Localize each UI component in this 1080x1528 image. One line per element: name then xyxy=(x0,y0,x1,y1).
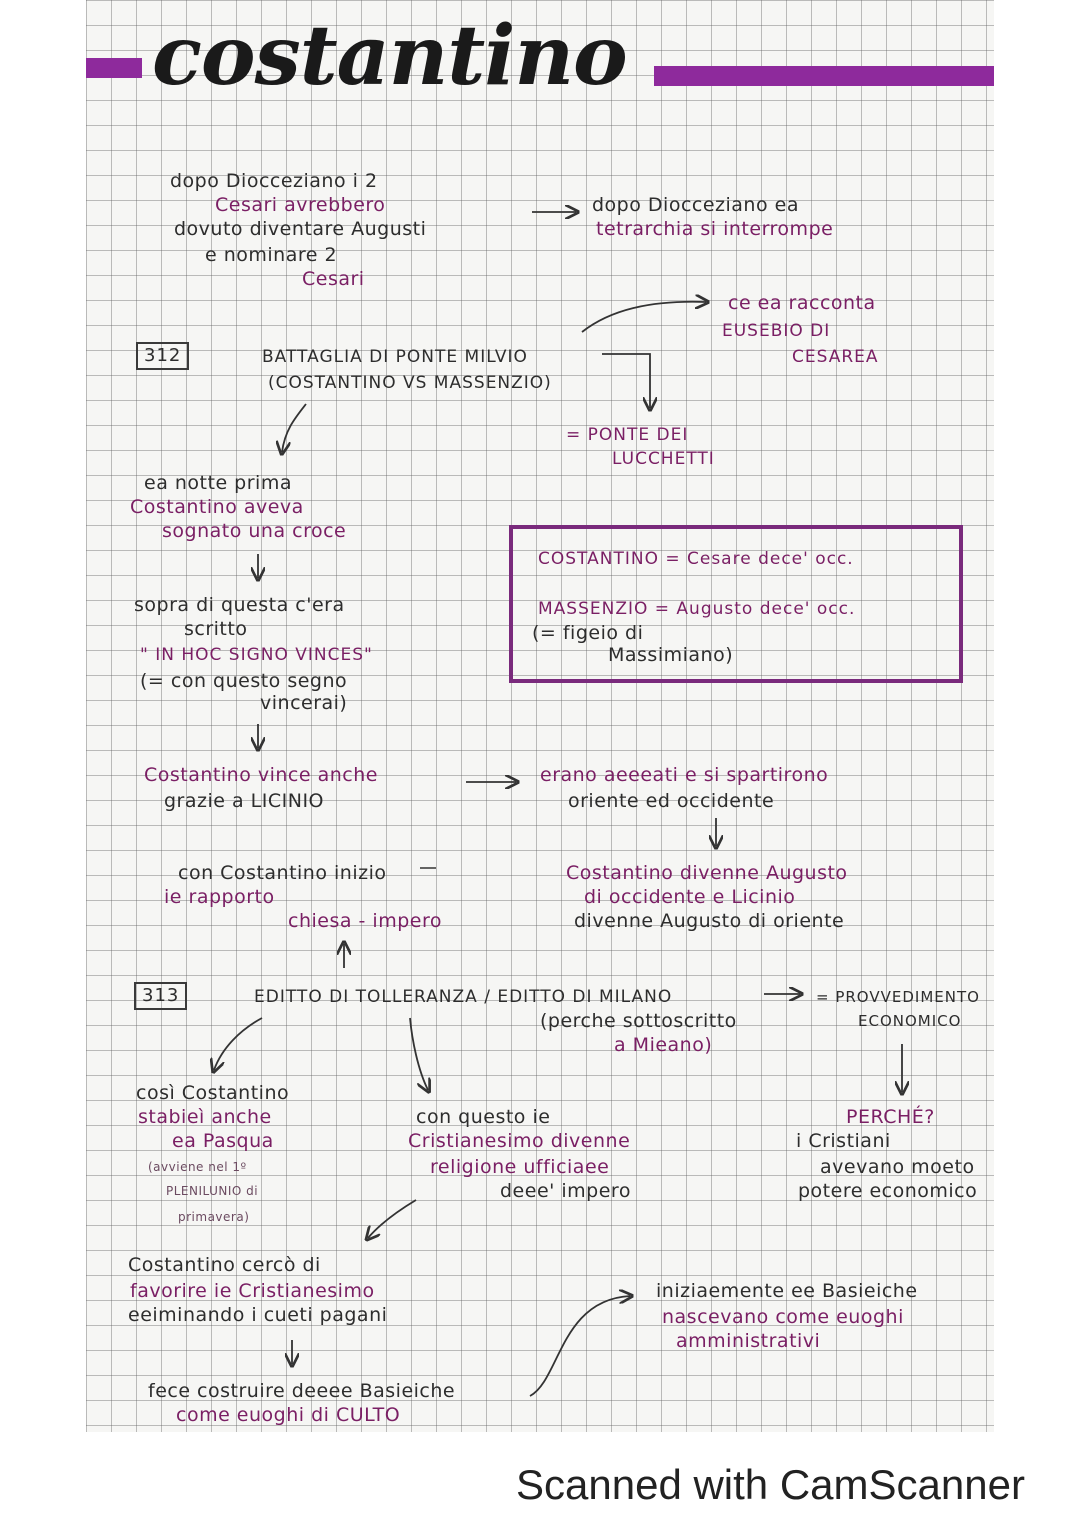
note-ponte-1: = PONTE DEI xyxy=(566,425,689,445)
note-religione-4: deee' impero xyxy=(500,1180,631,1202)
note-rapporto-3: chiesa - impero xyxy=(288,910,442,932)
note-basiliche-2: nascevano come euoghi xyxy=(662,1306,904,1328)
note-tetrarchia-2: tetrarchia si interrompe xyxy=(596,218,834,240)
note-diocleziano-3: dovuto diventare Augusti xyxy=(174,218,427,240)
note-rapporto-1: con Costantino inizio xyxy=(178,862,387,884)
arrow-religione-favorire xyxy=(368,1200,416,1238)
arrow-editto-pasqua xyxy=(214,1018,262,1070)
note-perche-4: potere economico xyxy=(798,1180,978,1202)
note-favorire-1: Costantino cercò di xyxy=(128,1254,321,1276)
note-eusebio-3: CESAREA xyxy=(792,347,879,367)
note-religione-1: con questo ie xyxy=(416,1106,551,1128)
note-basiliche-1: iniziaemente ee Basieiche xyxy=(656,1280,918,1302)
note-sopra-1: sopra di questa c'era xyxy=(134,594,345,616)
note-pasqua-4: (avviene nel 1º xyxy=(148,1160,247,1174)
note-notte-2: Costantino aveva xyxy=(130,496,304,518)
year-313-box: 313 xyxy=(134,982,187,1010)
arrow-battaglia-notte xyxy=(282,404,306,452)
note-fece-1: fece costruire deeee Basieiche xyxy=(148,1380,456,1402)
note-notte-1: ea notte prima xyxy=(144,472,292,494)
note-perche-2: i Cristiani xyxy=(796,1130,891,1152)
note-alleati-1: erano aeeeati e si spartirono xyxy=(540,764,829,786)
note-sopra-3: " IN HOC SIGNO VINCES" xyxy=(140,645,373,665)
note-battaglia-2: (COSTANTINO VS MASSENZIO) xyxy=(268,373,552,393)
note-editto-1: EDITTO DI TOLLERANZA / EDITTO DI MILANO xyxy=(254,987,673,1007)
arrow-editto-religione xyxy=(410,1018,428,1090)
note-diocleziano-4: e nominare 2 xyxy=(205,244,338,266)
note-box-4: Massimiano) xyxy=(608,644,734,666)
note-pasqua-2: stabieì anche xyxy=(138,1106,272,1128)
note-sopra-5: vincerai) xyxy=(260,692,348,714)
note-notte-3: sognato una croce xyxy=(162,520,347,542)
arrow-fece-basiliche xyxy=(530,1296,630,1396)
scanner-watermark: Scanned with CamScanner xyxy=(516,1461,1025,1508)
note-box-1: COSTANTINO = Cesare dece' occ. xyxy=(538,549,854,569)
note-favorire-3: eeiminando i cueti pagani xyxy=(128,1304,388,1326)
note-religione-3: religione ufficiaee xyxy=(430,1156,610,1178)
arrow-battaglia-eusebio xyxy=(582,302,706,332)
note-pasqua-6: primavera) xyxy=(178,1210,250,1224)
note-diocleziano-2: Cesari avrebbero xyxy=(215,194,386,216)
note-pasqua-1: così Costantino xyxy=(136,1082,290,1104)
note-religione-2: Cristianesimo divenne xyxy=(408,1130,631,1152)
note-vince-2: grazie a LICINIO xyxy=(164,790,325,812)
note-box-2: MASSENZIO = Augusto dece' occ. xyxy=(538,599,856,619)
note-diocleziano-5: Cesari xyxy=(302,268,365,290)
note-basiliche-3: amministrativi xyxy=(676,1330,821,1352)
note-favorire-2: favorire ie Cristianesimo xyxy=(130,1280,375,1302)
note-diocleziano-1: dopo Diocceziano i 2 xyxy=(170,170,378,192)
note-ponte-2: LUCCHETTI xyxy=(612,449,715,469)
note-perche-1: PERCHÉ? xyxy=(846,1106,935,1128)
note-sopra-4: (= con questo segno xyxy=(140,670,348,692)
note-editto-3: a Mieano) xyxy=(614,1034,713,1056)
note-eusebio-1: ce ea racconta xyxy=(728,292,876,314)
note-eusebio-2: EUSEBIO DI xyxy=(722,321,831,341)
note-sopra-2: scritto xyxy=(184,618,248,640)
note-rapporto-2: ie rapporto xyxy=(164,886,275,908)
note-provv-1: = PROVVEDIMENTO xyxy=(816,988,980,1006)
note-alleati-2: oriente ed occidente xyxy=(568,790,775,812)
note-pasqua-5: PLENILUNIO di xyxy=(166,1184,259,1198)
note-box-3: (= figeio di xyxy=(532,622,644,644)
note-editto-2: (perche sottoscritto xyxy=(540,1010,737,1032)
note-provv-2: ECONOMICO xyxy=(858,1012,962,1030)
note-augusto-3: divenne Augusto di oriente xyxy=(574,910,845,932)
arrow-battaglia-ponte xyxy=(602,354,650,408)
note-augusto-2: di occidente e Licinio xyxy=(584,886,796,908)
note-tetrarchia-1: dopo Diocceziano ea xyxy=(592,194,799,216)
note-pasqua-3: ea Pasqua xyxy=(172,1130,274,1152)
note-perche-3: avevano moeto xyxy=(820,1156,975,1178)
year-312-box: 312 xyxy=(136,342,189,370)
note-fece-2: come euoghi di CULTO xyxy=(176,1404,401,1426)
note-augusto-1: Costantino divenne Augusto xyxy=(566,862,848,884)
page-title: costantino xyxy=(152,8,627,104)
note-vince-1: Costantino vince anche xyxy=(144,764,378,786)
note-battaglia-1: BATTAGLIA DI PONTE MILVIO xyxy=(262,347,528,367)
